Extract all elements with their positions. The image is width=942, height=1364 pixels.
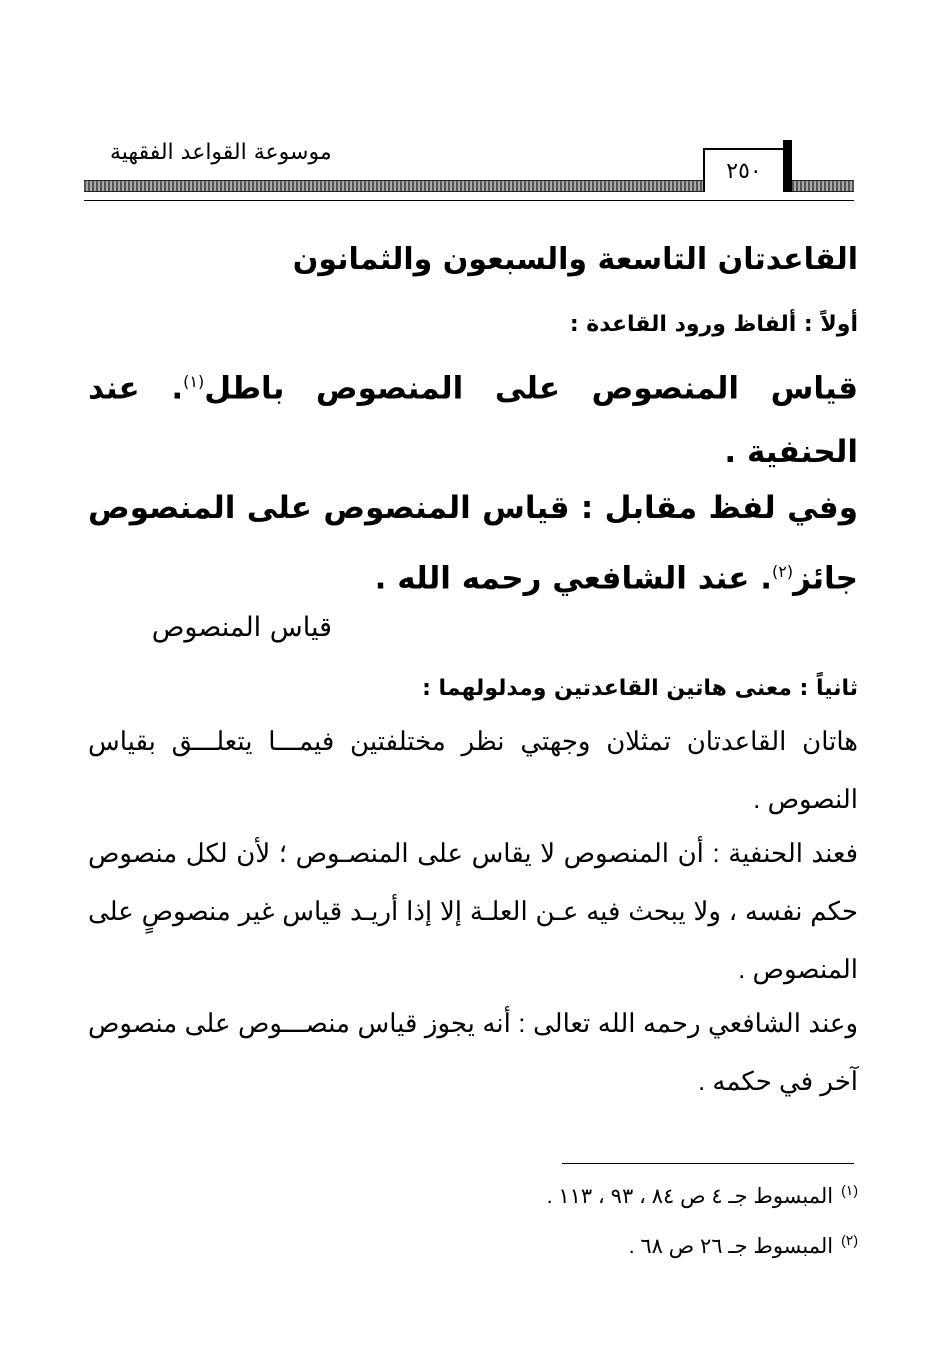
rule-statement-1-tail: . عند الحنفية . bbox=[88, 370, 858, 471]
rule-statement-2-text: وفي لفظ مقابل : قياس المنصوص على المنصوص جائز bbox=[88, 490, 858, 597]
footnote-2-text: المبسوط جـ ٢٦ ص ٦٨ . bbox=[628, 1235, 834, 1258]
rule-statement-1-text: قياس المنصوص على المنصوص باطل bbox=[204, 370, 858, 407]
rule-statement-2 bbox=[88, 476, 858, 610]
rule-statement-1 bbox=[88, 350, 858, 484]
header-rule-line bbox=[84, 200, 854, 201]
footnote-separator bbox=[562, 1163, 854, 1164]
rule-phrase: قياس المنصوص bbox=[151, 612, 332, 643]
footnote-1-text: المبسوط جـ ٤ ص ٨٤ ، ٩٣ ، ١١٣ . bbox=[546, 1185, 834, 1208]
footnote-1 bbox=[88, 1182, 858, 1209]
paragraph-1: هاتان القاعدتان تمثلان وجهتي نظر مختلفتين فيمـــا يتعلـــق بقياس النصوص . bbox=[88, 726, 858, 814]
paragraph-2: فعند الحنفية : أن المنصوص لا يقاس على المنصـوص ؛ لأن لكل منصوص حكم نفسه ، ولا يبحث فيه عـن العلـة إلا إذا أريـد قياس غير منصوصٍ على المنصوص . bbox=[88, 838, 858, 984]
paragraph-3: وعند الشافعي رحمه الله تعالى : أنه يجوز قياس منصـــوص على منصوص آخر في حكمه . bbox=[88, 1008, 858, 1096]
rule-title: القاعدتان التاسعة والسبعون والثمانون bbox=[292, 242, 858, 277]
page-number: ٢٥٠ bbox=[703, 148, 785, 192]
section-heading-1: أولاً : ألفاظ ورود القاعدة : bbox=[569, 312, 858, 337]
footnote-2 bbox=[88, 1232, 858, 1259]
footnote-ref-2[interactable]: (٢) bbox=[772, 562, 794, 581]
footnote-2-number: (٢) bbox=[841, 1232, 858, 1248]
footnote-1-number: (١) bbox=[841, 1182, 858, 1198]
footnote-ref-1[interactable]: (١) bbox=[183, 372, 205, 391]
running-header-title: موسوعة القواعد الفقهية bbox=[110, 140, 332, 165]
rule-statement-2-tail: . عند الشافعي رحمه الله . bbox=[374, 560, 772, 597]
section-heading-2: ثانياً : معنى هاتين القاعدتين ومدلولهما : bbox=[422, 676, 858, 701]
